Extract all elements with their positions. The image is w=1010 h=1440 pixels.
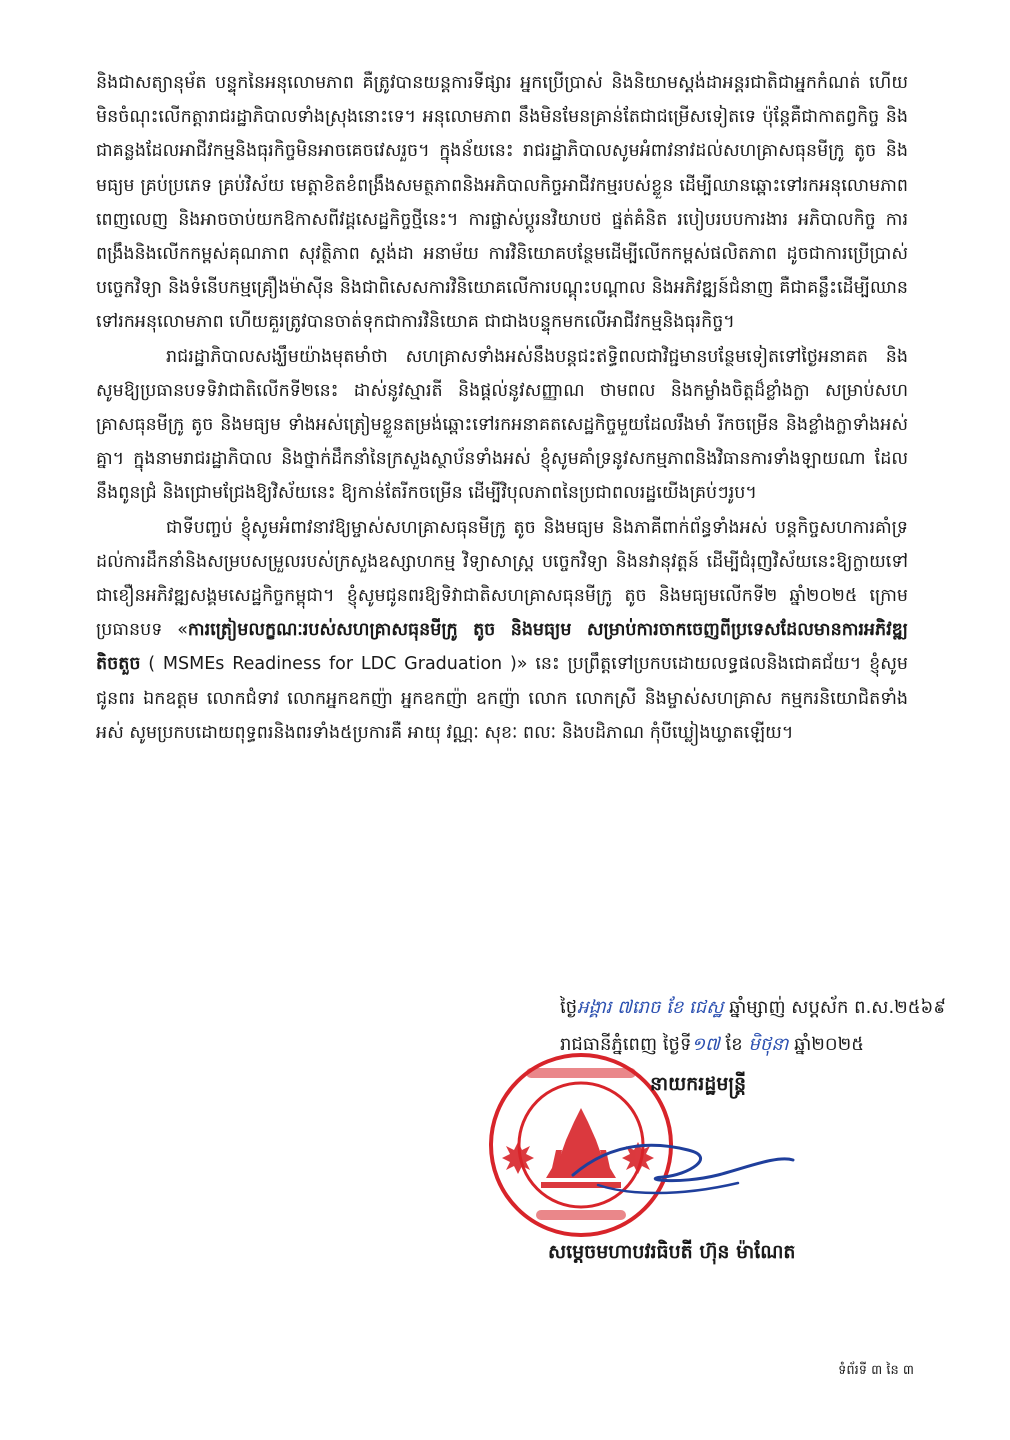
lunar-date-handwritten: អង្គារ ៧រោច ខែ ជេស្ឋ (577, 997, 724, 1018)
gregorian-month: មិថុនា (748, 1034, 789, 1055)
lunar-date-suffix: ឆ្នាំម្សាញ់ សប្តស័ក ព.ស.២៥៦៩ (723, 997, 947, 1018)
role-title: នាយករដ្ឋមន្ត្រី (650, 1073, 747, 1095)
paragraph-3 (96, 511, 908, 750)
lunar-date-line (560, 993, 947, 1023)
gregorian-date-mid: ខែ (719, 1034, 749, 1055)
paragraph-3-end: » នេះ ប្រព្រឹត្តទៅប្រកបដោយលទ្ធផលនិងជោគជ័យ។ ខ្ញុំសូមជូនពរ ឯកឧត្តម លោកជំទាវ លោកអ្នកឧកញ៉ា អ្នកឧកញ៉ា ឧកញ៉ា លោក លោកស្រី និងម្ចាស់សហគ្រាស កម្មករនិយោជិតទាំងអស់ សូមប្រកបដោយពុទ្ធពរនិងពរទាំង៥ប្រការគឺ អាយុ វណ្ណៈ សុខៈ ពលៈ និងបដិភាណ កុំបីឃ្លៀងឃ្លាតឡើយ។ (96, 654, 908, 743)
paragraph-3-start: ជាទីបញ្ចប់ ខ្ញុំសូមអំពាវនាវឱ្យម្ចាស់សហគ្រាសធុនមីក្រូ តូច និងមធ្យម និងភាគីពាក់ព័ន្ធទាំងអស់ បន្តកិច្ចសហការគាំទ្រដល់ការដឹកនាំនិងសម្របសម្រួលរបស់ក្រសួងឧស្សាហកម្ម វិទ្យាសាស្ត្រ បច្ចេកវិទ្យា និងនវានុវត្តន៍ ដើម្បីជំរុញវិស័យនេះឱ្យក្លាយទៅជាខឿនអភិវឌ្ឍសង្គមសេដ្ឋកិច្ចកម្ពុជា។ ខ្ញុំសូមជូនពរឱ្យទិវាជាតិសហគ្រាសធុនមីក្រូ តូច និងមធ្យមលើកទី២ ឆ្នាំ២០២៥ ក្រោមប្រធានបទ « (96, 517, 908, 641)
letter-body (96, 66, 908, 750)
handwritten-signature-icon (568, 1115, 798, 1215)
paragraph-1: និងជាសត្យានុម័ត បន្ទុកនៃអនុលោមភាព គឺត្រូវបានយន្តការទីផ្សារ អ្នកប្រើប្រាស់ និងនិយាមស្តង់ដាអន្តរជាតិជាអ្នកកំណត់ ហើយមិនចំណុះលើកត្តារាជរដ្ឋាភិបាលទាំងស្រុងនោះទេ។ អនុលោមភាព នឹងមិនមែនគ្រាន់តែជាជម្រើសទៀតទេ ប៉ុន្តែគឺជាកាតព្វកិច្ច និងជាគន្លងដែលអាជីវកម្មនិងធុរកិច្ចមិនអាចគេចវេសរួច។ ក្នុងន័យនេះ រាជរដ្ឋាភិបាលសូមអំពាវនាវដល់សហគ្រាសធុនមីក្រូ តូច និងមធ្យម គ្រប់ប្រភេទ គ្រប់វិស័យ មេត្តាខិតខំពង្រឹងសមត្ថភាពនិងអភិបាលកិច្ចអាជីវកម្មរបស់ខ្លួន ដើម្បីឈានឆ្ពោះទៅរកអនុលោមភាពពេញលេញ និងអាចចាប់យកឱកាសពីវដ្តសេដ្ឋកិច្ចថ្មីនេះ។ ការផ្លាស់ប្តូរនវិយាបថ ផ្នត់គំនិត របៀបរបបការងារ អភិបាលកិច្ច ការពង្រឹងនិងលើកកម្ពស់គុណភាព សុវត្ថិភាព ស្តង់ដា អនាម័យ ការវិនិយោគបន្ថែមដើម្បីលើកកម្ពស់ផលិតភាព ដូចជាការប្រើប្រាស់បច្ចេកវិទ្យា និងទំនើបកម្មគ្រឿងម៉ាស៊ីន និងជាពិសេសការវិនិយោគលើការបណ្តុះបណ្តាល និងអភិវឌ្ឍន៍ជំនាញ គឺជាគន្លឹះដើម្បីឈានទៅរកអនុលោមភាព ហើយគួរត្រូវបានចាត់ទុកជាការវិនិយោគ ជាជាងបន្ទុកមកលើអាជីវកម្មនិងធុរកិច្ច។ (96, 73, 908, 333)
page-number: ទំព័រទី ៣ នៃ ៣ (838, 1363, 914, 1378)
theme-english: ( MSMEs Readiness for LDC Graduation ) (140, 654, 517, 675)
paragraph-2: រាជរដ្ឋាភិបាលសង្ឃឹមយ៉ាងមុតមាំថា សហគ្រាសទាំងអស់នឹងបន្តជះឥទ្ធិពលជាវិជ្ជមានបន្ថែមទៀតទៅថ្ងៃអនាគត និងសូមឱ្យប្រធានបទទិវាជាតិលើកទី២នេះ ដាស់នូវស្មារតី និងផ្តល់នូវសញ្ញាណ ថាមពល និងកម្លាំងចិត្តដ៏ខ្លាំងក្លា សម្រាប់សហគ្រាសធុនមីក្រូ តូច និងមធ្យម ទាំងអស់ត្រៀមខ្លួនតម្រង់ឆ្ពោះទៅរកអនាគតសេដ្ឋកិច្ចមួយដែលរឹងមាំ រីកចម្រើន និងខ្លាំងក្លាទាំងអស់គ្នា។ ក្នុងនាមរាជរដ្ឋាភិបាល និងថ្នាក់ដឹកនាំនៃក្រសួងស្ថាប័នទាំងអស់ ខ្ញុំសូមគាំទ្រនូវសកម្មភាពនិងវិធានការទាំងឡាយណា ដែលនឹងពូនជ្រំ និងជ្រោមជ្រែងឱ្យវិស័យនេះ ឱ្យកាន់តែរីកចម្រើន ដើម្បីវិបុលភាពនៃប្រជាពលរដ្ឋយើងគ្រប់ៗរូប។ (96, 346, 908, 504)
theme-title: ការត្រៀមលក្ខណៈរបស់សហគ្រាសធុនមីក្រូ តូច និងមធ្យម សម្រាប់ការចាកចេញពីប្រទេសដែលមានការអភិវឌ្ឍតិចតួច (96, 620, 909, 675)
lunar-date-prefix: ថ្ងៃ (560, 997, 578, 1018)
gregorian-date-prefix: រាជធានីភ្នំពេញ ថ្ងៃទី (560, 1034, 692, 1055)
gregorian-date-suffix: ឆ្នាំ២០២៥ (788, 1034, 864, 1055)
gregorian-day: ១៧ (691, 1034, 720, 1055)
signatory-name: សម្តេចមហាបវរធិបតី ហ៊ុន ម៉ាណែត (548, 1241, 796, 1263)
